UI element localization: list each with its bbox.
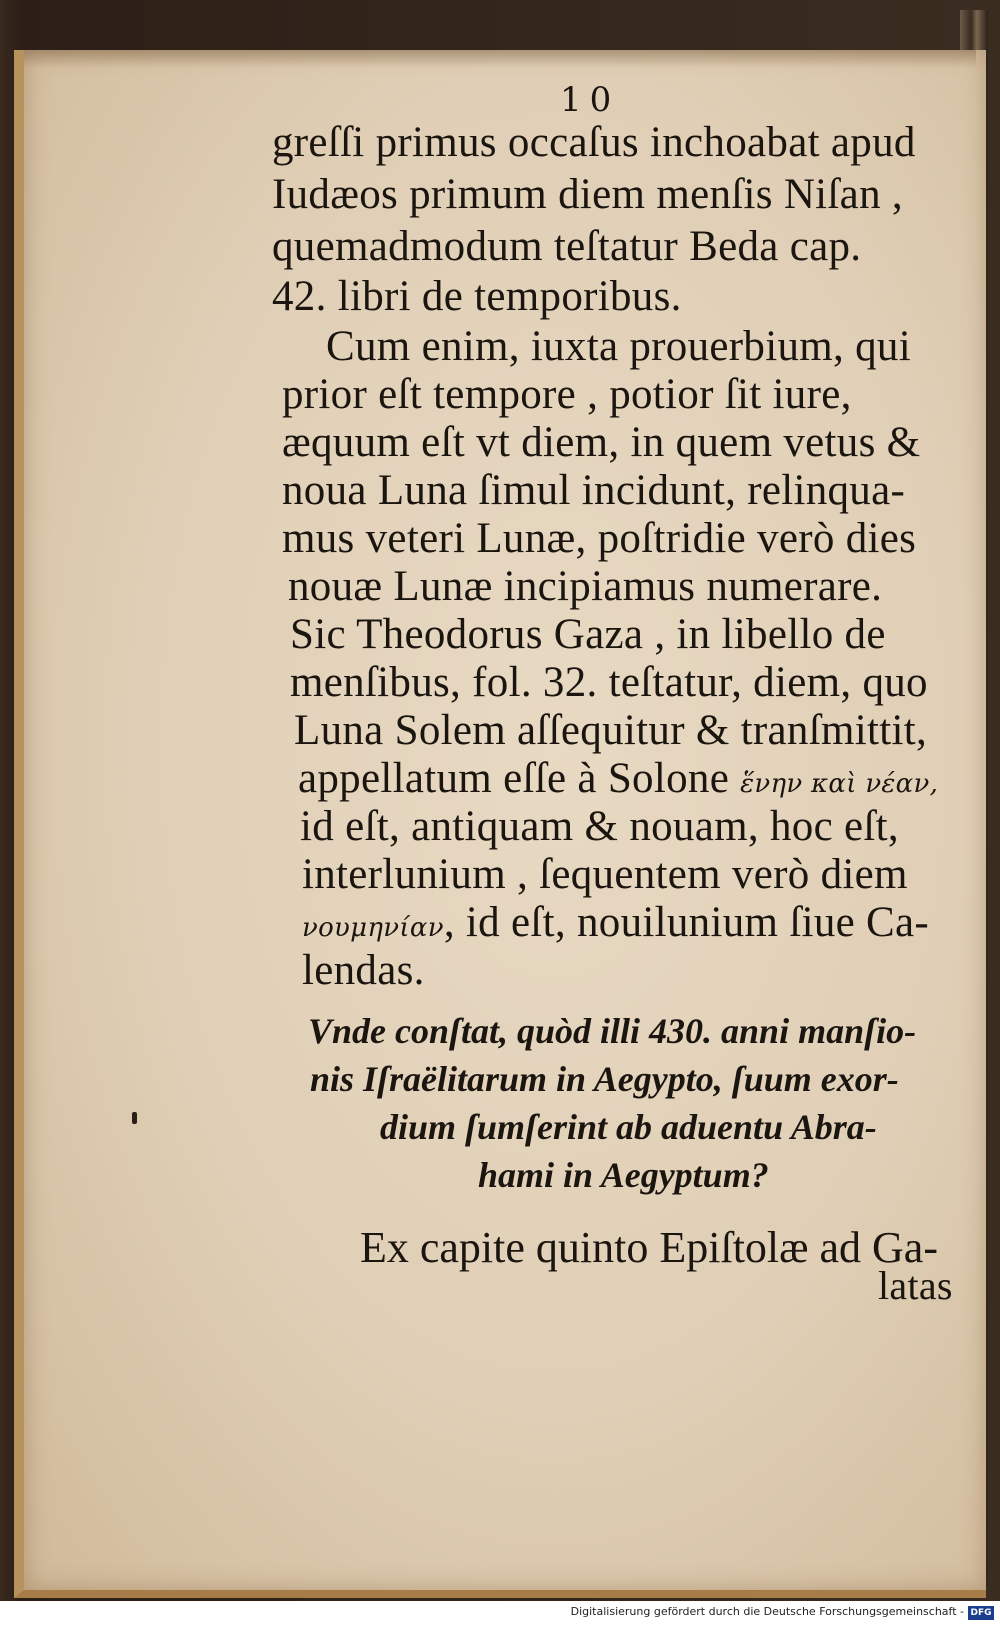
text-line: prior eſt tempore , potior ſit iure, [282,371,852,418]
text-line: Iudæos primum diem menſis Niſan , [272,171,903,218]
footer-credit: Digitalisierung gefördert durch die Deutsche Forschungsgemeinschaft - [570,1605,964,1618]
text-line: mus veteri Lunæ, poſtridie verò dies [282,515,917,562]
text-line [302,898,929,947]
text-line: noua Luna ſimul incidunt, relinqua- [282,467,906,514]
text-line: menſibus, fol. 32. teſtatur, diem, quo [290,659,928,706]
text-line: 42. libri de temporibus. [272,273,682,320]
section-heading: Ex capite quinto Epiſtolæ ad Ga- [360,1223,938,1272]
text-line [298,754,938,803]
dfg-logo: DFG [968,1606,994,1620]
greek-phrase: ἕνην καὶ νέαν, [740,769,939,799]
question-line: Vnde conſtat, quòd illi 430. anni manſio- [308,1011,917,1051]
question-line: nis Iſraëlitarum in Aegypto, ſuum exor- [310,1059,899,1099]
text-line: quemadmodum teſtatur Beda cap. [272,223,862,270]
greek-phrase: νουμηνίαν [302,913,444,943]
footer-bar [0,1601,1000,1625]
text-line: Cum enim, iuxta prouerbium, qui [326,323,911,370]
text-line: interlunium , ſequentem verò diem [302,851,908,898]
section-heading-continuation: latas [878,1263,953,1308]
question-line: hami in Aegyptum? [478,1155,769,1195]
text-line: Luna Solem aſſequitur & tranſmittit, [294,707,927,754]
question-line: dium ſumſerint ab aduentu Abra- [380,1107,877,1147]
text-span: appellatum eſſe à Solone [298,755,730,802]
text-line: lendas. [302,947,425,994]
text-line: id eſt, antiquam & nouam, hoc eſt, [300,803,899,850]
text-line: Sic Theodorus Gaza , in libello de [290,611,886,658]
text-span: , id eſt, nouilunium ſiue Ca- [443,899,930,946]
text-line: nouæ Lunæ incipiamus numerare. [288,563,883,610]
page-number: 10 [560,80,620,120]
text-line: greſſi primus occaſus inchoabat apud [272,119,916,166]
text-line: æquum eſt vt diem, in quem vetus & [282,419,921,466]
